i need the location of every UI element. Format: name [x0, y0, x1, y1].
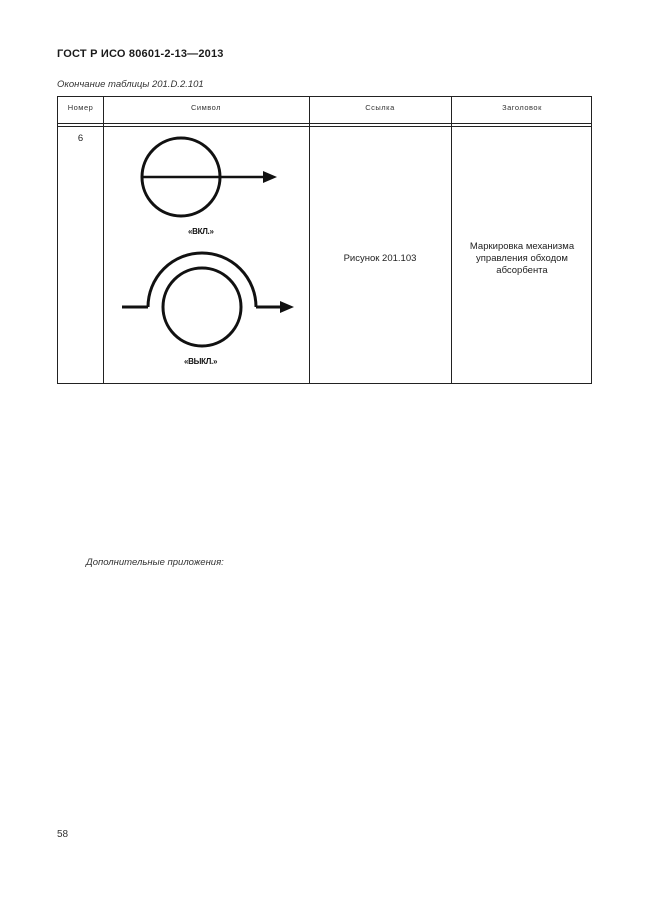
table-caption: Окончание таблицы 201.D.2.101 — [57, 79, 204, 90]
column-header-number: Номер — [67, 103, 94, 112]
title-cell — [451, 241, 593, 277]
additional-annexes: Дополнительные приложения: — [86, 557, 224, 568]
row-number: 6 — [77, 133, 84, 144]
on-symbol-label: «ВКЛ.» — [188, 227, 214, 236]
reference-cell: Рисунок 201.103 — [343, 253, 417, 264]
bypass-symbol-graphic — [103, 125, 309, 383]
off-symbol-label: «ВЫКЛ.» — [184, 357, 218, 366]
page-number: 58 — [57, 829, 69, 840]
symbols-table — [57, 96, 592, 384]
column-divider — [309, 97, 310, 383]
title-line: абсорбента — [496, 265, 548, 276]
column-header-title: Заголовок — [502, 103, 542, 112]
column-header-symbol: Символ — [190, 103, 222, 112]
title-line: Маркировка механизма — [469, 241, 575, 252]
document-code: ГОСТ Р ИСО 80601-2-13—2013 — [57, 48, 224, 60]
column-divider — [451, 97, 452, 383]
off-symbol-icon — [122, 253, 294, 346]
title-line: управления обходом — [476, 253, 568, 264]
on-symbol-icon — [142, 138, 277, 216]
column-header-reference: Ссылка — [365, 103, 395, 112]
